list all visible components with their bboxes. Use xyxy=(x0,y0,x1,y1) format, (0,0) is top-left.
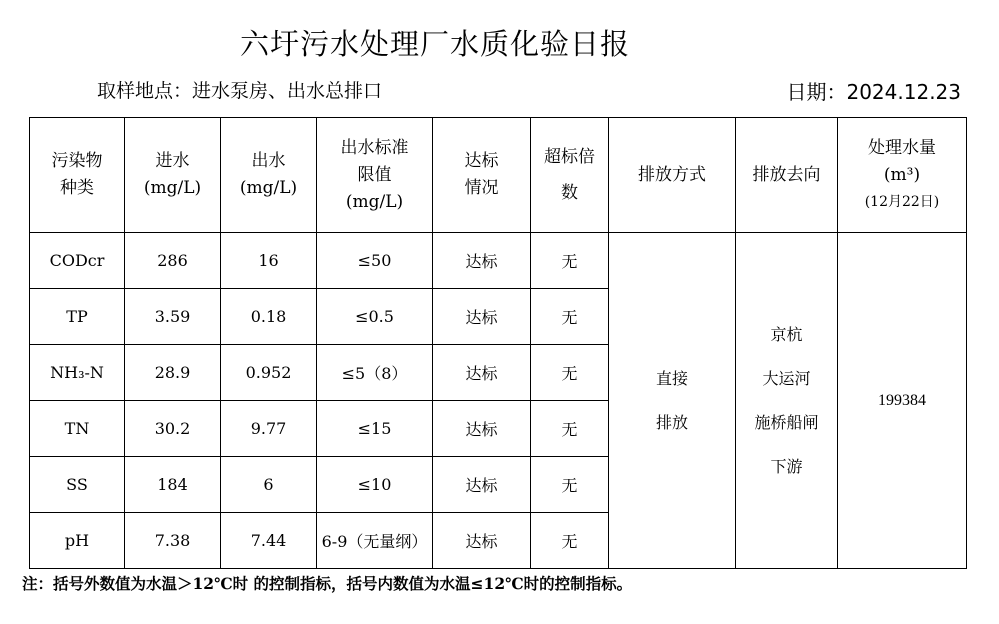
exceed-cell: 无 xyxy=(531,513,609,569)
sampling-location: 取样地点：进水泵房、出水总排口 xyxy=(97,80,383,102)
effluent-cell: 0.18 xyxy=(221,289,317,345)
discharge-dest-cell: 京杭 大运河 施桥船闸 下游 xyxy=(736,233,838,569)
effluent-cell: 6 xyxy=(221,457,317,513)
limit-cell: ≤50 xyxy=(317,233,433,289)
exceed-cell: 无 xyxy=(531,289,609,345)
header-influent: 进水 (mg/L) xyxy=(125,118,221,233)
header-discharge-dest: 排放去向 xyxy=(736,118,838,233)
volume-value-cell: 199384 xyxy=(838,233,967,569)
influent-cell: 30.2 xyxy=(125,401,221,457)
effluent-cell: 0.952 xyxy=(221,345,317,401)
limit-cell: ≤10 xyxy=(317,457,433,513)
influent-cell: 184 xyxy=(125,457,221,513)
pollutant-cell: pH xyxy=(30,513,125,569)
water-quality-table xyxy=(29,117,967,569)
influent-cell: 28.9 xyxy=(125,345,221,401)
header-effluent: 出水 (mg/L) xyxy=(221,118,317,233)
discharge-method-cell: 直接 排放 xyxy=(609,233,736,569)
status-cell: 达标 xyxy=(433,457,531,513)
pollutant-cell: NH₃-N xyxy=(30,345,125,401)
header-compliance: 达标 情况 xyxy=(433,118,531,233)
status-cell: 达标 xyxy=(433,233,531,289)
pollutant-cell: TP xyxy=(30,289,125,345)
influent-cell: 3.59 xyxy=(125,289,221,345)
limit-cell: ≤0.5 xyxy=(317,289,433,345)
effluent-cell: 7.44 xyxy=(221,513,317,569)
pollutant-cell: CODcr xyxy=(30,233,125,289)
influent-cell: 286 xyxy=(125,233,221,289)
effluent-cell: 9.77 xyxy=(221,401,317,457)
influent-cell: 7.38 xyxy=(125,513,221,569)
exceed-cell: 无 xyxy=(531,401,609,457)
pollutant-cell: TN xyxy=(30,401,125,457)
footnote: 注：括号外数值为水温＞12℃时 的控制指标，括号内数值为水温≤12℃时的控制指标。 xyxy=(22,574,633,593)
header-exceed: 超标倍 数 xyxy=(531,118,609,233)
status-cell: 达标 xyxy=(433,401,531,457)
status-cell: 达标 xyxy=(433,513,531,569)
header-row xyxy=(30,118,967,233)
header-pollutant: 污染物 种类 xyxy=(30,118,125,233)
limit-cell: ≤15 xyxy=(317,401,433,457)
exceed-cell: 无 xyxy=(531,345,609,401)
table-row xyxy=(30,233,967,289)
status-cell: 达标 xyxy=(433,289,531,345)
effluent-cell: 16 xyxy=(221,233,317,289)
limit-cell: ≤5（8） xyxy=(317,345,433,401)
header-limit: 出水标准 限值 (mg/L) xyxy=(317,118,433,233)
report-date: 日期：2024.12.23 xyxy=(786,80,961,104)
exceed-cell: 无 xyxy=(531,457,609,513)
header-discharge-method: 排放方式 xyxy=(609,118,736,233)
exceed-cell: 无 xyxy=(531,233,609,289)
pollutant-cell: SS xyxy=(30,457,125,513)
report-title: 六圩污水处理厂水质化验日报 xyxy=(239,27,630,61)
limit-cell: 6-9（无量纲） xyxy=(317,513,433,569)
header-volume: 处理水量 (m³) (12月22日) xyxy=(838,118,967,233)
status-cell: 达标 xyxy=(433,345,531,401)
